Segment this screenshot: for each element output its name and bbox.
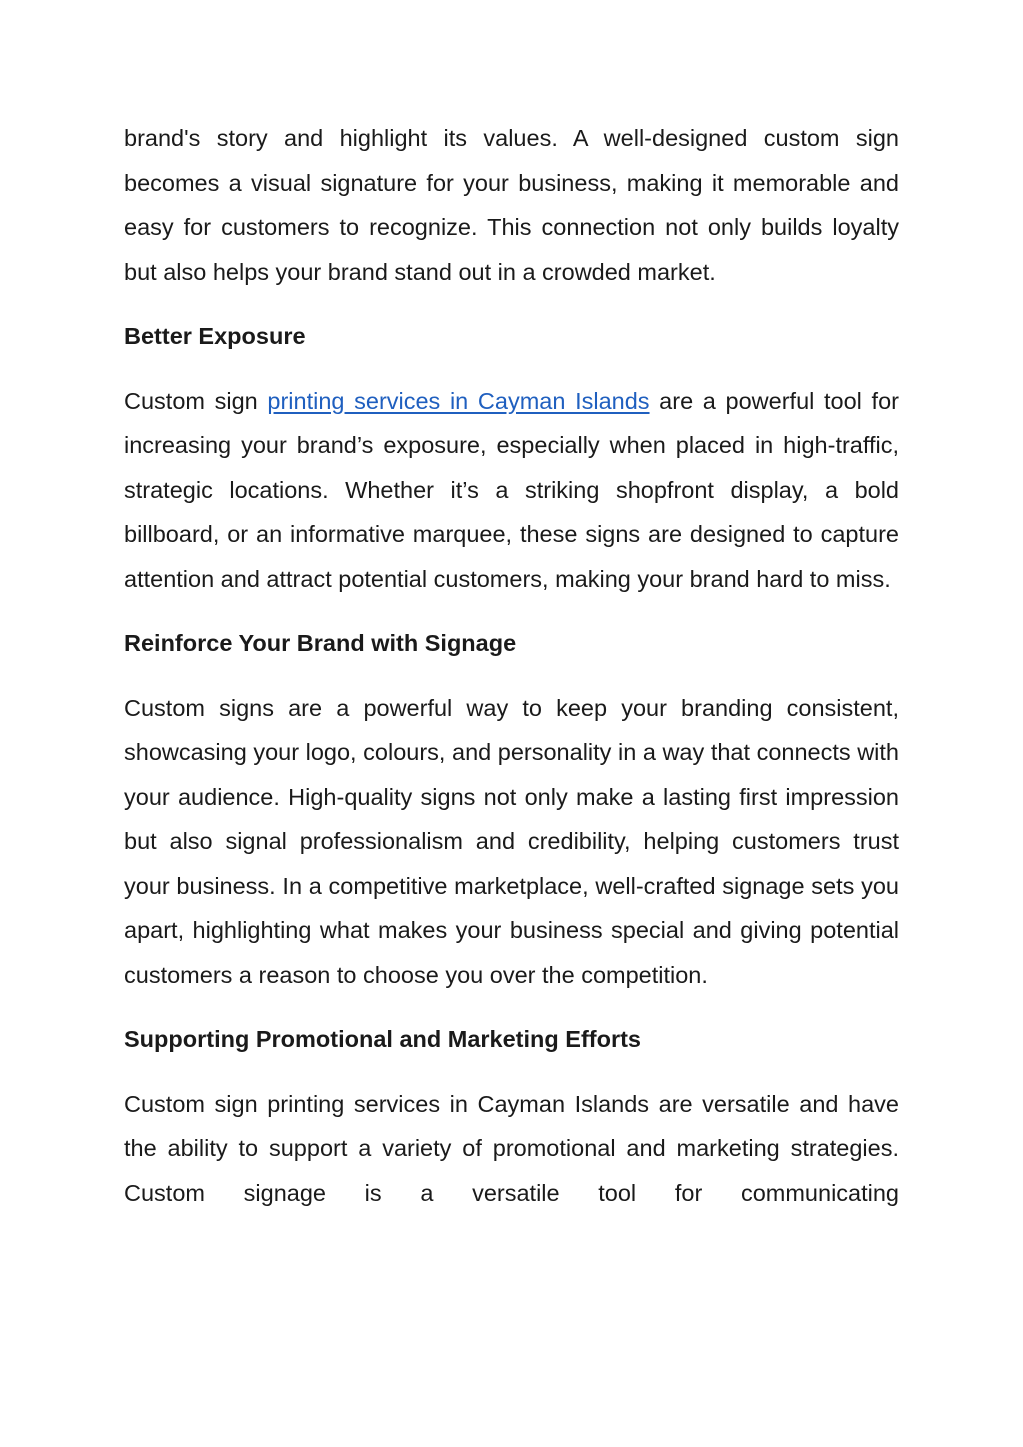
heading-better-exposure: Better Exposure xyxy=(124,323,306,349)
heading-reinforce-brand: Reinforce Your Brand with Signage xyxy=(124,630,517,656)
printing-services-link[interactable]: printing services in Cayman Islands xyxy=(267,387,650,414)
heading-promotional-marketing: Supporting Promotional and Marketing Efforts xyxy=(124,1026,641,1052)
intro-paragraph: brand's story and highlight its values. A well-designed custom sign becomes a visual signature for your business, making it memorable and easy for customers to recognize. This connection not only builds loyalty but also helps your brand stand out in a crowded market. xyxy=(124,125,899,285)
paragraph-text-before-link: Custom sign xyxy=(124,387,268,414)
paragraph-promotional-marketing: Custom sign printing services in Cayman Islands are versatile and have the ability to support a variety of promotional and marketing strategies. Custom signage is a versatile tool for communicating xyxy=(124,1090,899,1206)
paragraph-reinforce-brand: Custom signs are a powerful way to keep your branding consistent, showcasing your logo, colours, and personality in a way that connects with your audience. High-quality signs not only make a lasting first impression but also signal professionalism and credibility, helping customers trust your business. In a competitive marketplace, well-crafted signage sets you apart, highlighting what makes your business special and giving potential customers a reason to choose you over the competition. xyxy=(124,694,899,988)
document-page xyxy=(124,116,899,1215)
paragraph-text-after-link: are a powerful tool for increasing your brand’s exposure, especially when placed in high-traffic, strategic locations. Whether it’s a striking shopfront display, a bold billboard, or an informative marquee, these signs are designed to capture attention and attract potential customers, making your brand hard to miss. xyxy=(124,387,899,592)
paragraph-better-exposure xyxy=(124,379,899,602)
